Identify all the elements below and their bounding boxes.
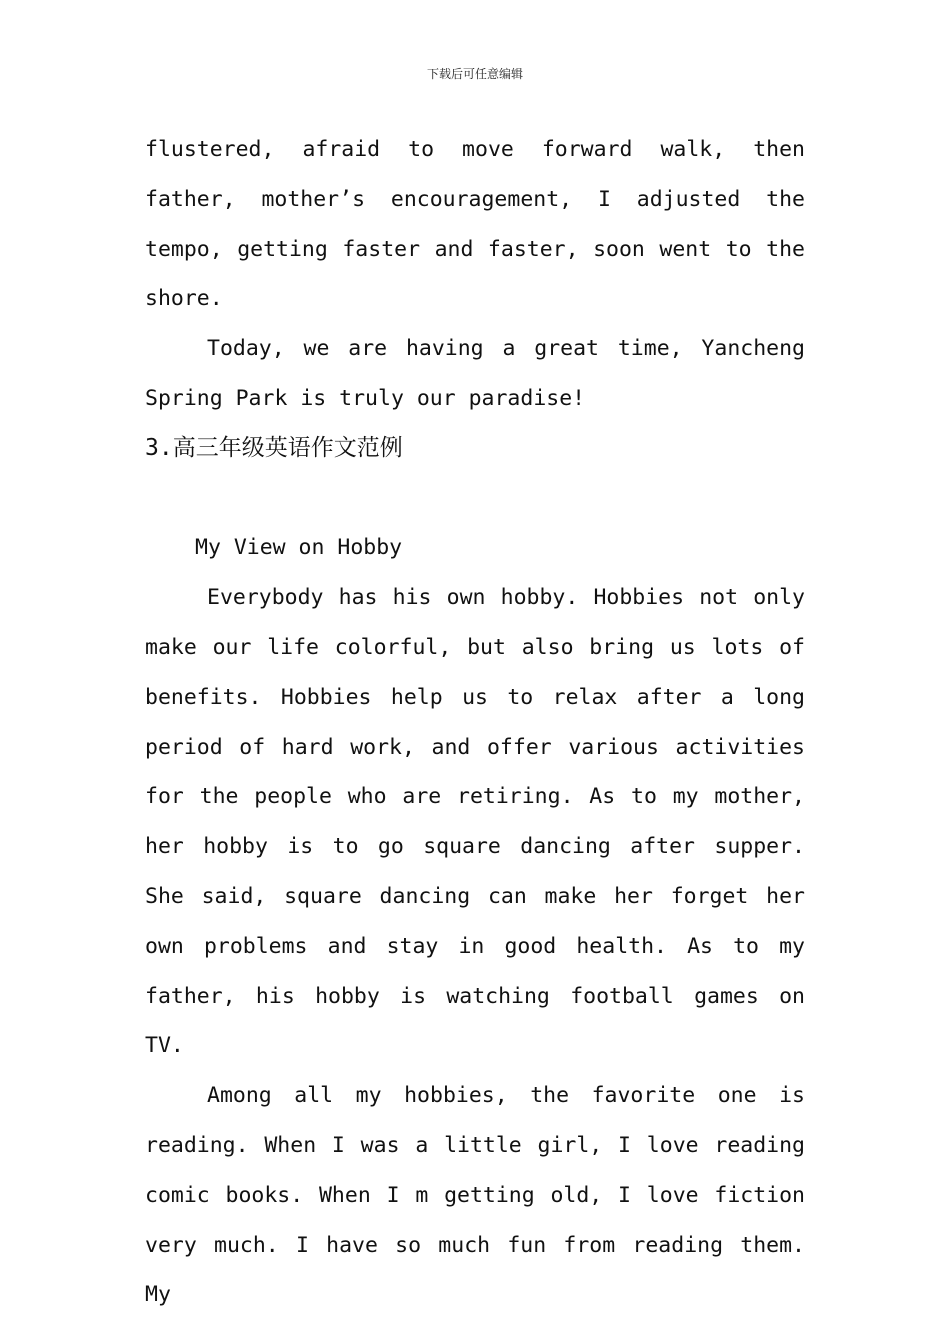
- paragraph-continued: flustered, afraid to move forward walk, then father, mother’s encouragement, I adjusted the tempo, getting faster and faster, soon went to the shore.: [145, 137, 805, 312]
- blank-line: [145, 474, 805, 524]
- document-body: [145, 125, 805, 1320]
- paragraph-favorite-hobby: Among all my hobbies, the favorite one is reading. When I was a little girl, I love reading comic books. When I m getting old, I love fiction very much. I have so much fun from reading them. My: [145, 1083, 805, 1308]
- essay-title: My View on Hobby: [195, 535, 403, 561]
- page-header: 下载后可任意编辑: [426, 67, 523, 81]
- section-heading: 3.高三年级英语作文范例: [145, 434, 403, 461]
- paragraph-hobbies-intro: Everybody has his own hobby. Hobbies not only make our life colorful, but also bring us lots of benefits. Hobbies help us to relax after a long period of hard work, and offer various activities for the people who are retiring. As to my mother, her hobby is to go square dancing after supper. She said, square dancing can make her forget her own problems and stay in good health. As to my father, his hobby is watching football games on TV.: [145, 585, 805, 1059]
- paragraph-conclusion: Today, we are having a great time, Yancheng Spring Park is truly our paradise!: [145, 336, 805, 411]
